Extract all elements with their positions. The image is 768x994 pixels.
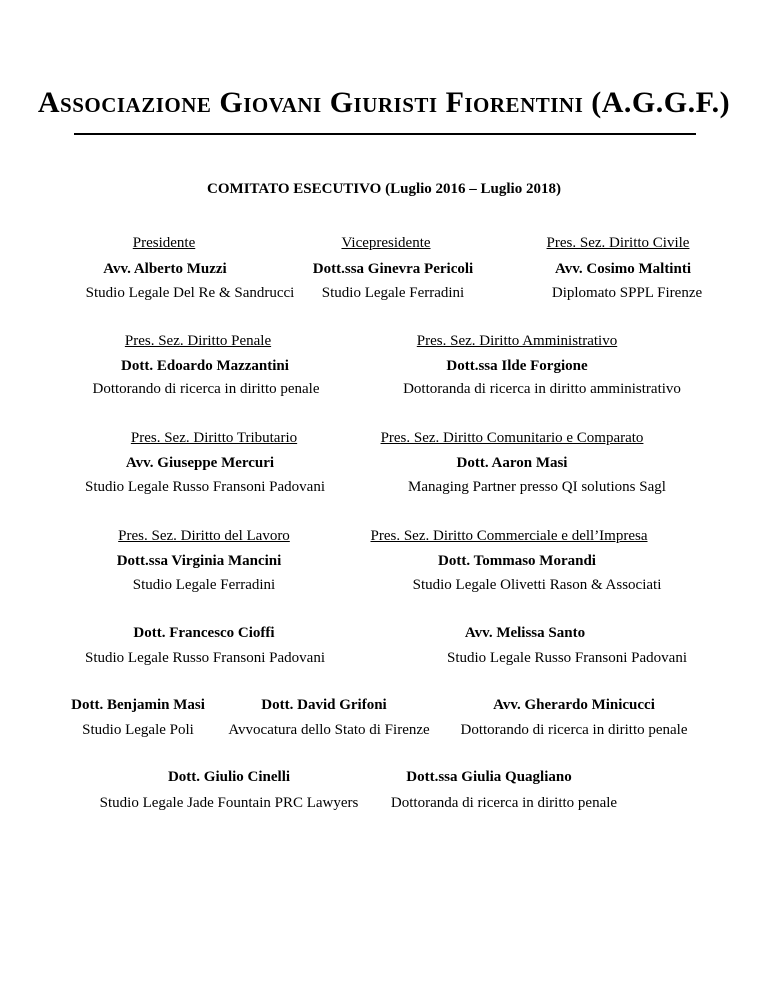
member-role: Pres. Sez. Diritto Penale [124, 333, 272, 349]
member-affiliation: Studio Legale Ferradini [321, 285, 465, 301]
committee-heading: COMITATO ESECUTIVO (Luglio 2016 – Luglio 2018) [207, 181, 561, 197]
member-role: Pres. Sez. Diritto Comunitario e Comparato [380, 430, 644, 446]
member-name: Dott. Francesco Cioffi [133, 625, 275, 641]
member-name: Dott. Tommaso Morandi [438, 553, 596, 569]
member-name: Dott.ssa Ilde Forgione [446, 358, 588, 374]
member-name: Dott. Edoardo Mazzantini [121, 358, 289, 374]
member-name: Dott. Giulio Cinelli [167, 769, 291, 785]
member-role: Pres. Sez. Diritto Commerciale e dell’Impresa [370, 528, 648, 544]
member-role: Pres. Sez. Diritto Civile [546, 235, 690, 251]
member-name: Dott.ssa Ginevra Pericoli [312, 261, 474, 277]
member-name: Avv. Melissa Santo [464, 625, 586, 641]
member-affiliation: Studio Legale Russo Fransoni Padovani [85, 479, 325, 495]
member-affiliation: Studio Legale Jade Fountain PRC Lawyers [99, 795, 359, 811]
member-affiliation: Studio Legale Poli [82, 722, 194, 738]
member-affiliation: Dottorando di ricerca in diritto penale [92, 381, 320, 397]
member-role: Pres. Sez. Diritto Amministrativo [416, 333, 618, 349]
member-affiliation: Studio Legale Russo Fransoni Padovani [85, 650, 325, 666]
member-role: Vicepresidente [341, 235, 431, 251]
member-role: Presidente [132, 235, 196, 251]
member-affiliation: Dottoranda di ricerca in diritto penale [390, 795, 618, 811]
member-role: Pres. Sez. Diritto Tributario [130, 430, 298, 446]
title-divider [74, 133, 696, 135]
member-name: Dott. David Grifoni [261, 697, 387, 713]
member-name: Avv. Cosimo Maltinti [555, 261, 691, 277]
member-affiliation: Managing Partner presso QI solutions Sagl [408, 479, 666, 495]
member-name: Dott.ssa Virginia Mancini [116, 553, 282, 569]
member-name: Avv. Gherardo Minicucci [493, 697, 655, 713]
member-affiliation: Studio Legale Russo Fransoni Padovani [447, 650, 687, 666]
member-affiliation: Diplomato SPPL Firenze [551, 285, 703, 301]
member-affiliation: Avvocatura dello Stato di Firenze [228, 722, 430, 738]
member-role: Pres. Sez. Diritto del Lavoro [118, 528, 290, 544]
page-title: Associazione Giovani Giuristi Fiorentini (A.G.G.F.) [37, 86, 731, 119]
member-name: Avv. Giuseppe Mercuri [125, 455, 275, 471]
member-affiliation: Dottoranda di ricerca in diritto amministrativo [403, 381, 681, 397]
member-affiliation: Dottorando di ricerca in diritto penale [460, 722, 688, 738]
member-affiliation: Studio Legale Del Re & Sandrucci [85, 285, 295, 301]
member-name: Dott.ssa Giulia Quagliano [406, 769, 572, 785]
member-affiliation: Studio Legale Olivetti Rason & Associati [412, 577, 662, 593]
member-name: Dott. Benjamin Masi [71, 697, 205, 713]
member-name: Dott. Aaron Masi [456, 455, 568, 471]
member-name: Avv. Alberto Muzzi [103, 261, 227, 277]
member-affiliation: Studio Legale Ferradini [132, 577, 276, 593]
